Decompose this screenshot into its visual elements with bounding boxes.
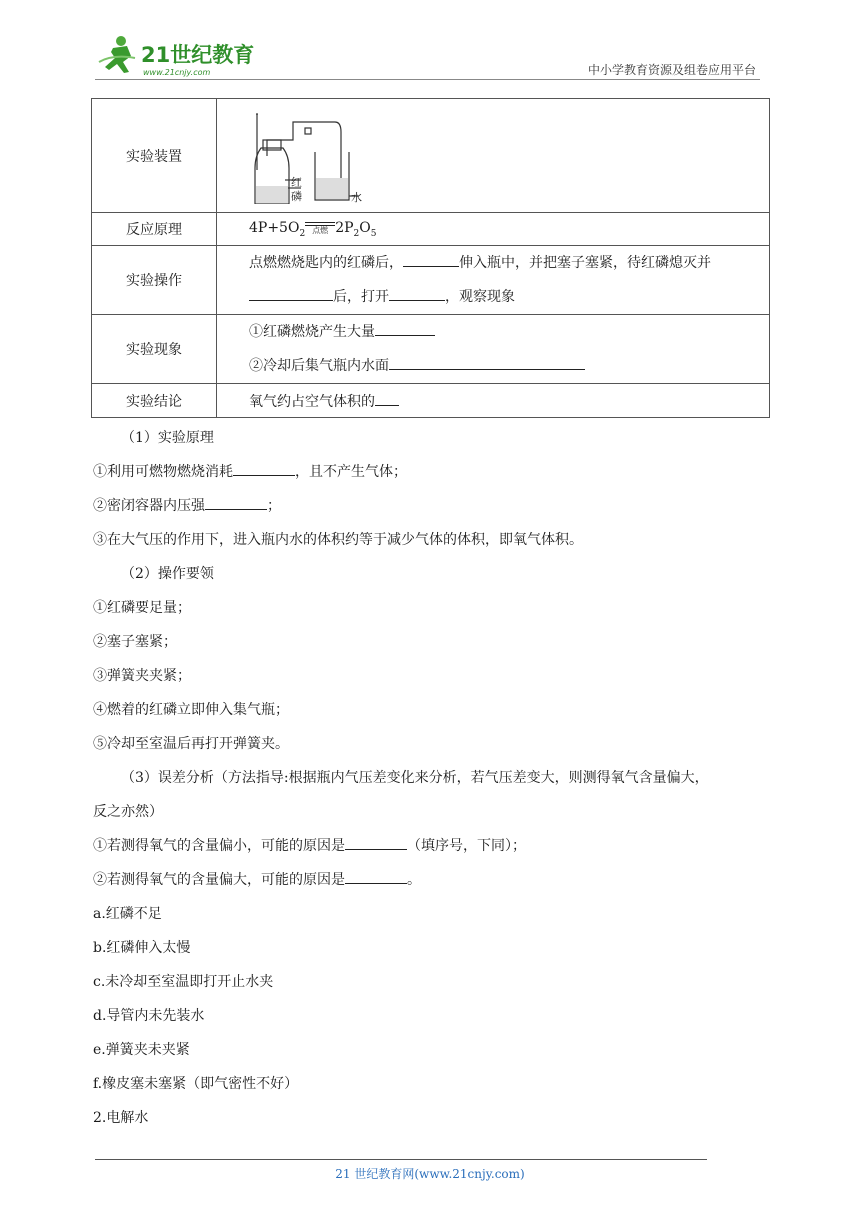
row-label: 实验结论: [92, 384, 217, 418]
section-title: （2）操作要领: [121, 566, 214, 582]
svg-text:www.21cnjy.com: www.21cnjy.com: [143, 68, 211, 77]
list-item: ⑤冷却至室温后再打开弹簧夹。: [93, 736, 289, 752]
answer-blank: [375, 391, 399, 406]
answer-blank: [389, 355, 585, 370]
reaction-equation: $4P+5O_2$ 点燃 $2P_2O_5$: [217, 213, 770, 246]
page-header: [95, 30, 760, 80]
list-item: ④燃着的红磷立即伸入集气瓶；: [93, 702, 289, 718]
answer-blank: [233, 461, 295, 476]
label-water: 水: [351, 190, 362, 204]
answer-blank: [345, 835, 407, 850]
section-title: （1）实验原理: [121, 430, 214, 446]
platform-name: 中小学教育资源及组卷应用平台: [587, 63, 756, 77]
answer-blank: [375, 321, 435, 336]
table-row: 实验现象 ①红磷燃烧产生大量 ②冷却后集气瓶内水面: [92, 315, 770, 384]
answer-blank: [205, 495, 267, 510]
answer-blank: [345, 869, 407, 884]
list-item: ②塞子塞紧；: [93, 634, 177, 650]
answer-blank: [249, 286, 333, 301]
apparatus-diagram: [245, 108, 365, 204]
option-item: d.导管内未先装水: [93, 1008, 205, 1024]
table-row: [92, 99, 770, 213]
list-item: ③弹簧夹夹紧；: [93, 668, 191, 684]
table-row: [92, 213, 770, 246]
row-label: 反应原理: [92, 213, 217, 246]
footer-divider: [95, 1159, 707, 1160]
site-logo: [95, 32, 265, 78]
row-label: 实验现象: [92, 315, 217, 384]
header-divider: [95, 79, 760, 80]
footer-link[interactable]: 21 世纪教育网(www.21cnjy.com): [335, 1167, 525, 1181]
option-item: c.未冷却至室温即打开止水夹: [93, 974, 274, 990]
document-body: （1）实验原理 ①利用可燃物燃烧消耗 ，且不产生气体； ②密闭容器内压强 ； ③在大气压的作用下，进入瓶内水的体积约等于减少气体的体积，即氧气体积。 （2）操作要领 ①红磷要足量； ②塞子塞紧； ③弹簧夹夹紧； ④燃着的红磷立即伸入集气瓶； ⑤冷却至室温后再打开弹簧夹。 （3）误差分析（方法指导:根据瓶内气压差变化来分析，若气压差变大，则测得氧气含量偏大， 反之亦然） ①若测得氧气的含量偏小，可能的原因是 （填序号，下同）； ②若测得氧气的含量偏大，可能的原因是 。 a.红磷不足 b.红磷伸入太慢 c.未冷却至室温即打开止水夹 d.导管内未先装水 e.弹簧夹未夹紧 f.橡皮塞未塞紧（即气密性不好） 2.电解水: [121, 421, 761, 1135]
answer-blank: [389, 286, 445, 301]
option-item: b.红磷伸入太慢: [93, 940, 191, 956]
row-label: 实验操作: [92, 246, 217, 315]
list-item: ①红磷要足量；: [93, 600, 191, 616]
option-item: f.橡皮塞未塞紧（即气密性不好）: [93, 1076, 299, 1092]
svg-text:21世纪教育: 21世纪教育: [141, 43, 255, 67]
option-item: a.红磷不足: [93, 906, 162, 922]
option-item: e.弹簧夹未夹紧: [93, 1042, 190, 1058]
table-row: 实验结论 氧气约占空气体积的: [92, 384, 770, 418]
table-row: 实验操作 点燃燃烧匙内的红磷后， 伸入瓶中，并把塞子塞紧，待红磷熄灭并 后，打开 ，观察现象: [92, 246, 770, 315]
section-heading: 2.电解水: [93, 1110, 149, 1126]
runner-icon: [99, 36, 135, 73]
label-phosphorus: 磷: [291, 189, 302, 203]
row-label: 实验装置: [92, 99, 217, 213]
answer-blank: [403, 252, 459, 267]
label-red: 红: [291, 175, 302, 189]
experiment-table: [91, 98, 770, 418]
section-title: （3）误差分析（方法指导:根据瓶内气压差变化来分析，若气压差变大，则测得氧气含量偏大，: [121, 770, 709, 786]
